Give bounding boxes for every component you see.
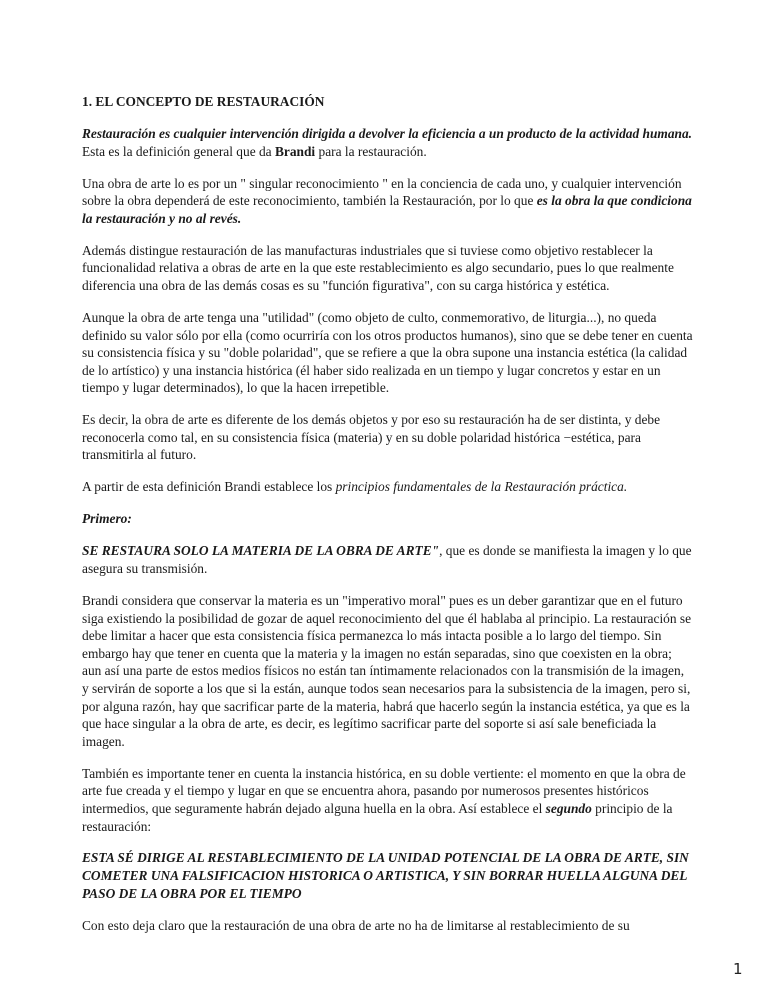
paragraph-first-principle bbox=[82, 542, 694, 577]
author-name: Brandi bbox=[274, 143, 316, 159]
text: para la restauración. bbox=[315, 143, 427, 159]
paragraph-matter: Brandi considera que conservar la materia es un "imperativo moral" pues es un deber garantizar que en el futuro siga existiendo la posibilidad de gozar de aquel reconocimiento del que él hablaba al principio. La restauración se debe limitar a hacer que esta consistencia física permanezca lo más intacta posible a lo largo del tiempo. Sin embargo hay que tener en cuenta que la materia y la imagen no están separadas, sino que coexisten en la obra; aun así una parte de estos medios físicos no están tan íntimamente relacionados con la transmisión de la imagen, y servirán de soporte a los que si la están, aunque todos sean necesarios para la subsistencia de la imagen, pero si, por alguna razón, hay que sacrificar parte de la materia, habrá que hacerlo según la instancia estética, ya que es la que hace singular a la obra de arte, es decir, es legítimo sacrificar parte del soporte si así sale beneficiada la imagen. bbox=[82, 592, 692, 749]
paragraph-historic bbox=[82, 765, 694, 835]
paragraph-principles bbox=[82, 478, 694, 496]
emphasis: es la obra la que condiciona la restauración y no al revés. bbox=[82, 193, 692, 226]
definition-emphasis: Restauración es cualquier intervención dirigida a devolver la eficiencia a un producto de la actividad humana. bbox=[82, 125, 693, 141]
second-principle-statement: ESTA SÉ DIRIGE AL RESTABLECIMIENTO DE LA UNIDAD POTENCIAL DE LA OBRA DE ARTE, SIN COMETER UNA FALSIFICACION HISTORICA O ARTISTICA, Y SIN BORRAR HUELLA ALGUNA DEL PASO DE LA OBRA POR EL TIEMPO bbox=[82, 850, 689, 901]
section-heading: 1. EL CONCEPTO DE RESTAURACIÓN bbox=[82, 94, 325, 109]
document-page bbox=[82, 93, 694, 949]
paragraph-conclusion: Con esto deja claro que la restauración de una obra de arte no ha de limitarse al restablecimiento de su bbox=[82, 917, 630, 933]
label-first: Primero: bbox=[82, 511, 132, 527]
page-number: 1 bbox=[733, 960, 743, 978]
paragraph-definition bbox=[82, 125, 694, 160]
text: principio de la restauración: bbox=[82, 800, 673, 834]
paragraph-recognition bbox=[82, 175, 694, 228]
paragraph-difference: Es decir, la obra de arte es diferente de los demás objetos y por eso su restauración ha de ser distinta, y debe reconocerla como tal, en su consistencia física (materia) y en su doble polaridad histórica −estética, para transmitirla al futuro. bbox=[82, 412, 661, 463]
text: Esta es la definición general que da bbox=[82, 143, 275, 159]
emphasis: segundo bbox=[545, 800, 592, 816]
principle-statement: SE RESTAURA SOLO LA MATERIA DE LA OBRA DE ARTE" bbox=[82, 543, 440, 559]
text: Una obra de arte lo es por un " singular reconocimiento " en la conciencia de cada uno, y cualquier intervención sobre la obra dependerá de este reconocimiento, también la Restauración, por lo que bbox=[82, 175, 682, 209]
text: , que es donde se manifiesta la imagen y lo que asegura su transmisión. bbox=[82, 543, 692, 576]
paragraph-industrial: Además distingue restauración de las manufacturas industriales que si tuviese como objetivo restablecer la funcionalidad relativa a obras de arte en la que este restablecimiento es algo secundario, pues lo que realmente diferencia una obra de las demás cosas es su "función figurativa", con su carga histórica y estética. bbox=[82, 242, 674, 293]
text: A partir de esta definición Brandi establece los bbox=[82, 479, 336, 495]
emphasis: principios fundamentales de la Restauración práctica. bbox=[335, 479, 628, 495]
text: También es importante tener en cuenta la instancia histórica, en su doble vertiente: el momento en que la obra de arte fue creada y el tiempo y lugar en que se encuentra ahora, pasando por numerosos presentes históricos intermedios, que seguramente habrán dejado alguna huella en la obra. Así establece el bbox=[82, 765, 686, 816]
paragraph-utility: Aunque la obra de arte tenga una "utilidad" (como objeto de culto, conmemorativo, de liturgia...), no queda definido su valor sólo por ella (como ocurriría con los otros productos humanos), sino que se debe tener en cuenta su consistencia física y su "doble polaridad", que se refiere a que la obra supone una instancia estética (la calidad de lo artístico) y una instancia histórica (él haber sido realizada en un tiempo y lugar concretos y estar en un tiempo y lugar determinados), lo que la hacen irrepetible. bbox=[82, 309, 693, 396]
